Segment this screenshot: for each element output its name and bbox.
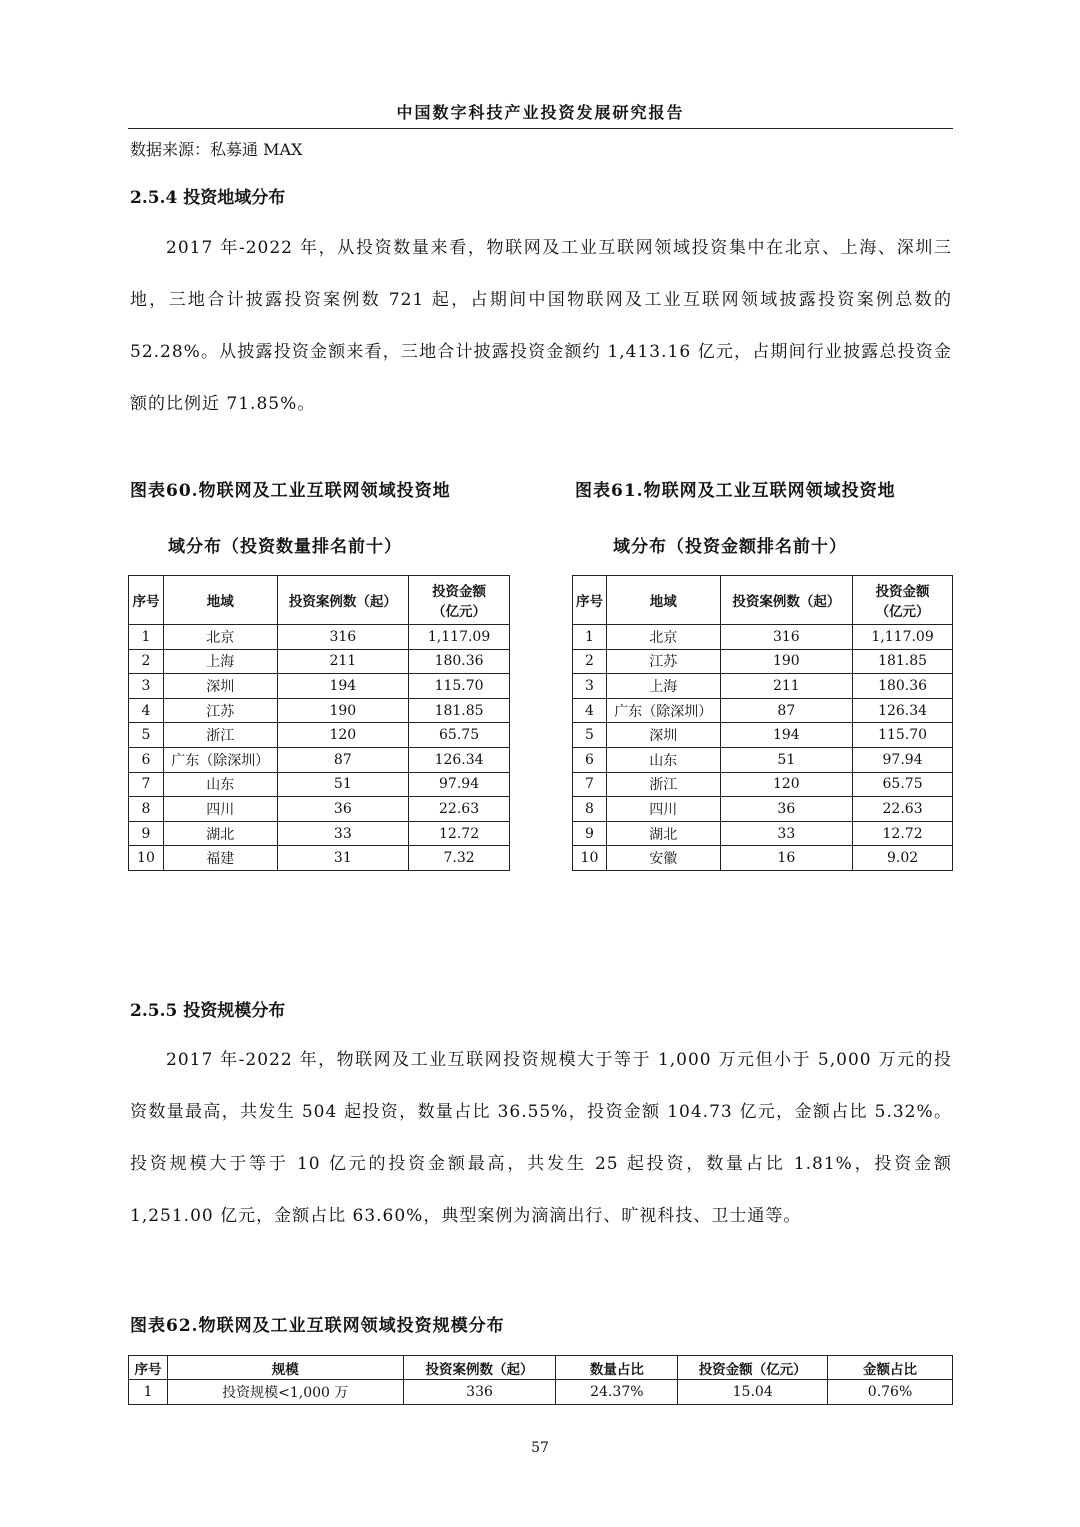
table61-body <box>573 625 953 871</box>
table61-cell: 190 <box>720 649 853 674</box>
table60-row <box>129 649 510 674</box>
table61-cell: 2 <box>573 649 607 674</box>
table61-cell: 22.63 <box>853 797 953 822</box>
table60-cell: 4 <box>129 698 164 723</box>
table60-cell: 65.75 <box>409 723 510 748</box>
table60-cell: 36 <box>277 797 409 822</box>
data-source-note: 数据来源：私募通 MAX <box>130 140 303 159</box>
table62-cell: 24.37% <box>556 1380 678 1405</box>
table60-cell: 12.72 <box>409 821 510 846</box>
table61-cell: 36 <box>720 797 853 822</box>
table61-cell: 北京 <box>606 625 720 650</box>
table61-cell: 9 <box>573 821 607 846</box>
table60-cell: 广东（除深圳） <box>163 747 277 772</box>
table60-cell: 3 <box>129 674 164 699</box>
table60-cell: 211 <box>277 649 409 674</box>
section-heading-2-5-4: 2.5.4 投资地域分布 <box>130 188 286 208</box>
table60-cell: 194 <box>277 674 409 699</box>
table60-header-index: 序号 <box>129 576 164 625</box>
table60-caption-line2: 域分布（投资数量排名前十） <box>168 537 402 557</box>
table62-header-index: 序号 <box>129 1356 168 1380</box>
section-heading-2-5-5: 2.5.5 投资规模分布 <box>130 1001 286 1021</box>
table60-cell: 2 <box>129 649 164 674</box>
table60-cell: 97.94 <box>409 772 510 797</box>
table61-cell: 6 <box>573 747 607 772</box>
table60-row <box>129 846 510 871</box>
table61-cell: 51 <box>720 747 853 772</box>
table61-cell: 12.72 <box>853 821 953 846</box>
table61-cell: 浙江 <box>606 772 720 797</box>
table60-cell: 四川 <box>163 797 277 822</box>
table61-cell: 5 <box>573 723 607 748</box>
table61-cell: 194 <box>720 723 853 748</box>
table62-header-amount: 投资金额（亿元） <box>678 1356 828 1380</box>
table60-cell: 深圳 <box>163 674 277 699</box>
table61-header-amount: 投资金额 （亿元） <box>853 576 953 625</box>
table60-cell: 10 <box>129 846 164 871</box>
table60-cell: 9 <box>129 821 164 846</box>
table61-header-region: 地域 <box>606 576 720 625</box>
table61-cell: 316 <box>720 625 853 650</box>
table61-cell: 山东 <box>606 747 720 772</box>
table60-cell: 上海 <box>163 649 277 674</box>
table62-cell: 投资规模<1,000 万 <box>167 1380 403 1405</box>
table61-cell: 120 <box>720 772 853 797</box>
table60-cell: 190 <box>277 698 409 723</box>
table61-caption-line2: 域分布（投资金额排名前十） <box>613 537 847 557</box>
table61-row <box>573 772 953 797</box>
table61-cell: 33 <box>720 821 853 846</box>
section-paragraph-2-5-5: 2017 年-2022 年，物联网及工业互联网投资规模大于等于 1,000 万元但小于 5,000 万元的投资数量最高，共发生 504 起投资，数量占比 36.55%，投资金额 104.73 亿元，金额占比 5.32%。投资规模大于等于 10 亿元的投资金额最高，共发生 25 起投资，数量占比 1.81%，投资金额 1,251.00 亿元，金额占比 63.60%，典型案例为滴滴出行、旷视科技、卫士通等。 <box>130 1050 952 1226</box>
table62-row <box>129 1380 953 1405</box>
table60-cell: 180.36 <box>409 649 510 674</box>
table61-header-row <box>573 576 953 625</box>
table61-cell: 四川 <box>606 797 720 822</box>
table60-row <box>129 723 510 748</box>
table61-cell: 181.85 <box>853 649 953 674</box>
table61-cell: 深圳 <box>606 723 720 748</box>
table62-cell: 0.76% <box>828 1380 953 1405</box>
table62-header-amount-share: 金额占比 <box>828 1356 953 1380</box>
table60-row <box>129 797 510 822</box>
table60-cell: 7.32 <box>409 846 510 871</box>
table61-cell: 8 <box>573 797 607 822</box>
table60-header-count: 投资案例数（起） <box>277 576 409 625</box>
table61-cell: 16 <box>720 846 853 871</box>
table60-row <box>129 625 510 650</box>
table60-cell: 北京 <box>163 625 277 650</box>
table60-cell: 1 <box>129 625 164 650</box>
table61-cell: 广东（除深圳） <box>606 698 720 723</box>
table60-header-row <box>129 576 510 625</box>
table61-row <box>573 698 953 723</box>
table62-cell: 1 <box>129 1380 168 1405</box>
table61-caption-line1: 图表61.物联网及工业互联网领域投资地 <box>575 481 896 501</box>
table62-header-row <box>129 1356 953 1380</box>
table61-cell: 上海 <box>606 674 720 699</box>
table61-cell: 9.02 <box>853 846 953 871</box>
table62-cell: 336 <box>403 1380 556 1405</box>
table61-row <box>573 747 953 772</box>
table61-header-index: 序号 <box>573 576 607 625</box>
table62-body <box>129 1380 953 1405</box>
table61-row <box>573 625 953 650</box>
table62-header-count: 投资案例数（起） <box>403 1356 556 1380</box>
table61-cell: 10 <box>573 846 607 871</box>
table60-cell: 33 <box>277 821 409 846</box>
table61-row <box>573 846 953 871</box>
table60-cell: 87 <box>277 747 409 772</box>
table61-cell: 1 <box>573 625 607 650</box>
table61-cell: 3 <box>573 674 607 699</box>
section-paragraph-2-5-4: 2017 年-2022 年，从投资数量来看，物联网及工业互联网领域投资集中在北京、上海、深圳三地，三地合计披露投资案例数 721 起，占期间中国物联网及工业互联网领域披露投资案例总数的 52.28%。从披露投资金额来看，三地合计披露投资金额约 1,413.16 亿元，占期间行业披露总投资金额的比例近 71.85%。 <box>130 238 952 414</box>
report-header-title: 中国数字科技产业投资发展研究报告 <box>396 103 685 122</box>
table60-cell: 浙江 <box>163 723 277 748</box>
table61-cell: 115.70 <box>853 723 953 748</box>
table61-cell: 4 <box>573 698 607 723</box>
table60-header-amount: 投资金额 （亿元） <box>409 576 510 625</box>
table61-row <box>573 674 953 699</box>
table61-cell: 7 <box>573 772 607 797</box>
table60-header-region: 地域 <box>163 576 277 625</box>
table61-row <box>573 797 953 822</box>
table61-cell: 87 <box>720 698 853 723</box>
table62-cell: 15.04 <box>678 1380 828 1405</box>
table60-row <box>129 772 510 797</box>
table61-cell: 江苏 <box>606 649 720 674</box>
table61-header-count: 投资案例数（起） <box>720 576 853 625</box>
table60-cell: 181.85 <box>409 698 510 723</box>
table60-row <box>129 747 510 772</box>
table62-caption: 图表62.物联网及工业互联网领域投资规模分布 <box>130 1316 505 1336</box>
table60-cell: 5 <box>129 723 164 748</box>
table61-cell: 1,117.09 <box>853 625 953 650</box>
table60-cell: 湖北 <box>163 821 277 846</box>
table60-cell: 8 <box>129 797 164 822</box>
table60-cell: 山东 <box>163 772 277 797</box>
table60-cell: 31 <box>277 846 409 871</box>
page-number: 57 <box>531 1440 549 1456</box>
table60-caption-line1: 图表60.物联网及工业互联网领域投资地 <box>130 481 451 501</box>
table60-cell: 22.63 <box>409 797 510 822</box>
table60-cell: 福建 <box>163 846 277 871</box>
table60-cell: 1,117.09 <box>409 625 510 650</box>
table60-cell: 51 <box>277 772 409 797</box>
table60-cell: 7 <box>129 772 164 797</box>
table60 <box>128 575 510 871</box>
table61-cell: 安徽 <box>606 846 720 871</box>
table61-cell: 97.94 <box>853 747 953 772</box>
table61-row <box>573 649 953 674</box>
table62 <box>128 1355 953 1405</box>
table61-cell: 211 <box>720 674 853 699</box>
table61-row <box>573 723 953 748</box>
table60-cell: 126.34 <box>409 747 510 772</box>
table60-cell: 316 <box>277 625 409 650</box>
table61-cell: 湖北 <box>606 821 720 846</box>
table62-header-scale: 规模 <box>167 1356 403 1380</box>
table61-cell: 126.34 <box>853 698 953 723</box>
table60-row <box>129 698 510 723</box>
table60-cell: 115.70 <box>409 674 510 699</box>
table61-cell: 180.36 <box>853 674 953 699</box>
table60-cell: 120 <box>277 723 409 748</box>
table60-row <box>129 674 510 699</box>
table60-cell: 江苏 <box>163 698 277 723</box>
table61-cell: 65.75 <box>853 772 953 797</box>
table61-row <box>573 821 953 846</box>
table61 <box>572 575 953 871</box>
table62-header-count-share: 数量占比 <box>556 1356 678 1380</box>
table60-body <box>129 625 510 871</box>
table60-row <box>129 821 510 846</box>
header-divider <box>128 128 953 129</box>
table60-cell: 6 <box>129 747 164 772</box>
